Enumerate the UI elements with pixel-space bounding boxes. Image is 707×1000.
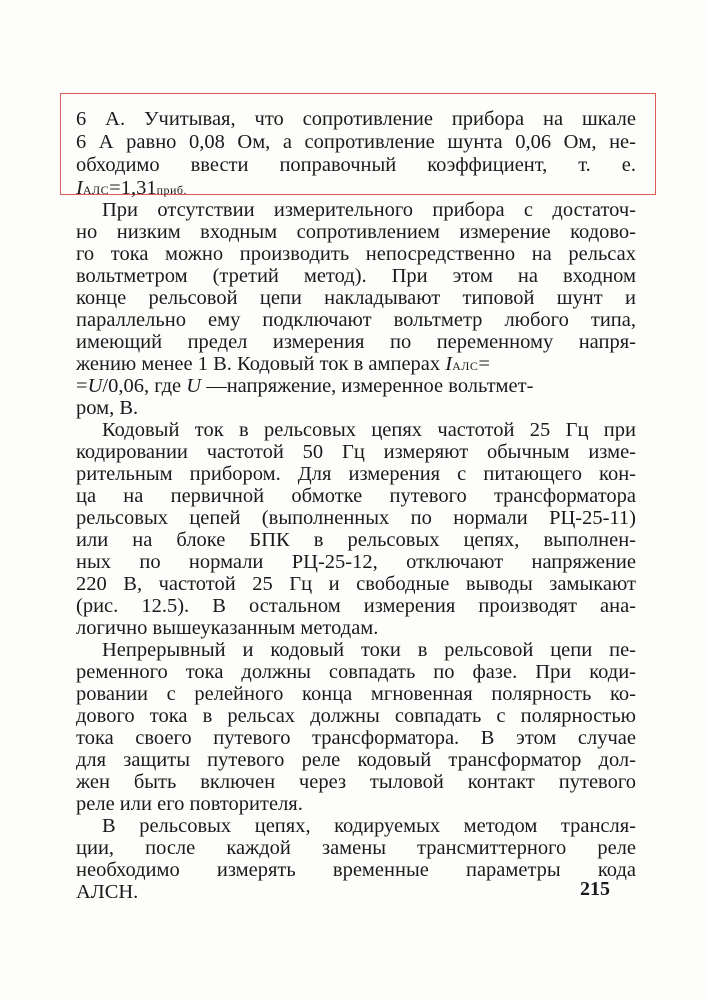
text-span: —напряжение, измеренное вольтмет- (201, 375, 534, 397)
text-line: ром, В. (76, 397, 139, 419)
text-line: го тока можно производить непосредственно на рельсах (76, 243, 636, 265)
formula-var: U (87, 375, 103, 397)
text-line: необходимо измерять временные параметры кода (76, 859, 636, 881)
text-span: /0,06, где (102, 375, 187, 397)
text-line: 6 А равно 0,08 Ом, а сопротивление шунта 0,06 Ом, не- (76, 131, 636, 153)
text-line: 6 А. Учитывая, что сопротивление прибора на шкале (76, 108, 636, 130)
text-line: АЛСН. (76, 881, 139, 903)
formula-value: = (478, 353, 490, 375)
formula-value: = (76, 375, 88, 397)
formula-subscript: АЛС (82, 183, 110, 197)
text-span: жению менее 1 В. Кодовый ток в амперах (76, 353, 446, 375)
text-line: или на блоке БПК в рельсовых цепях, выполнен- (76, 529, 636, 551)
text-line: рельсовых цепей (выполненных по нормали РЦ-25-11) (76, 507, 636, 529)
formula-var: U (186, 375, 202, 397)
formula-var: I (445, 353, 453, 375)
text-line: 220 В, частотой 25 Гц и свободные выводы замыкают (76, 573, 636, 595)
formula-line (76, 375, 636, 397)
text-line: дового тока в рельсах должны совпадать с полярностью (76, 705, 636, 727)
text-line: конце рельсовой цепи накладывают типовой шунт и (76, 287, 636, 309)
formula-var: I (76, 177, 83, 199)
text-line: (рис. 12.5). В остальном измерения производят ана- (76, 595, 636, 617)
formula-subscript: приб. (156, 183, 188, 197)
text-line: вольтметром (третий метод). При этом на входном (76, 265, 636, 287)
text-line: Кодовый ток в рельсовых цепях частотой 25 Гц при (102, 419, 636, 441)
text-line: логично вышеуказанным методам. (76, 617, 379, 639)
text-line: В рельсовых цепях, кодируемых методом трансля- (102, 815, 636, 837)
formula-line (76, 353, 636, 377)
text-line: параллельно ему подключают вольтметр любого типа, (76, 309, 636, 331)
formula-line (76, 177, 636, 201)
text-line: тока своего путевого трансформатора. В этом случае (76, 727, 636, 749)
text-line: При отсутствии измерительного прибора с достаточ- (102, 199, 636, 221)
text-line: ных по нормали РЦ-25-12, отключают напряжение (76, 551, 636, 573)
text-line: ции, после каждой замены трансмиттерного реле (76, 837, 636, 859)
text-line: обходимо ввести поправочный коэффициент, т. е. (76, 154, 636, 176)
text-line: ременного тока должны совпадать по фазе. При коди- (76, 661, 636, 683)
formula-value: =1,31 (109, 177, 157, 199)
text-line: реле или его повторителя. (76, 793, 303, 815)
text-line: имеющий предел измерения по переменному напря- (76, 331, 636, 353)
text-line: ровании с релейного конца мгновенная полярность ко- (76, 683, 636, 705)
text-line: для защиты путевого реле кодовый трансформатор дол- (76, 749, 636, 771)
text-line: ца на первичной обмотке путевого трансформатора (76, 485, 636, 507)
page-number: 215 (580, 878, 610, 900)
text-line: жен быть включен через тыловой контакт путевого (76, 771, 636, 793)
text-line: но низким входным сопротивлением измерение кодово- (76, 221, 636, 243)
text-line: Непрерывный и кодовый токи в рельсовой цепи пе- (102, 639, 636, 661)
text-line: кодировании частотой 50 Гц измеряют обычным изме- (76, 441, 636, 463)
formula-subscript: АЛС (452, 359, 479, 373)
text-line: рительным прибором. Для измерения с питающего кон- (76, 463, 636, 485)
